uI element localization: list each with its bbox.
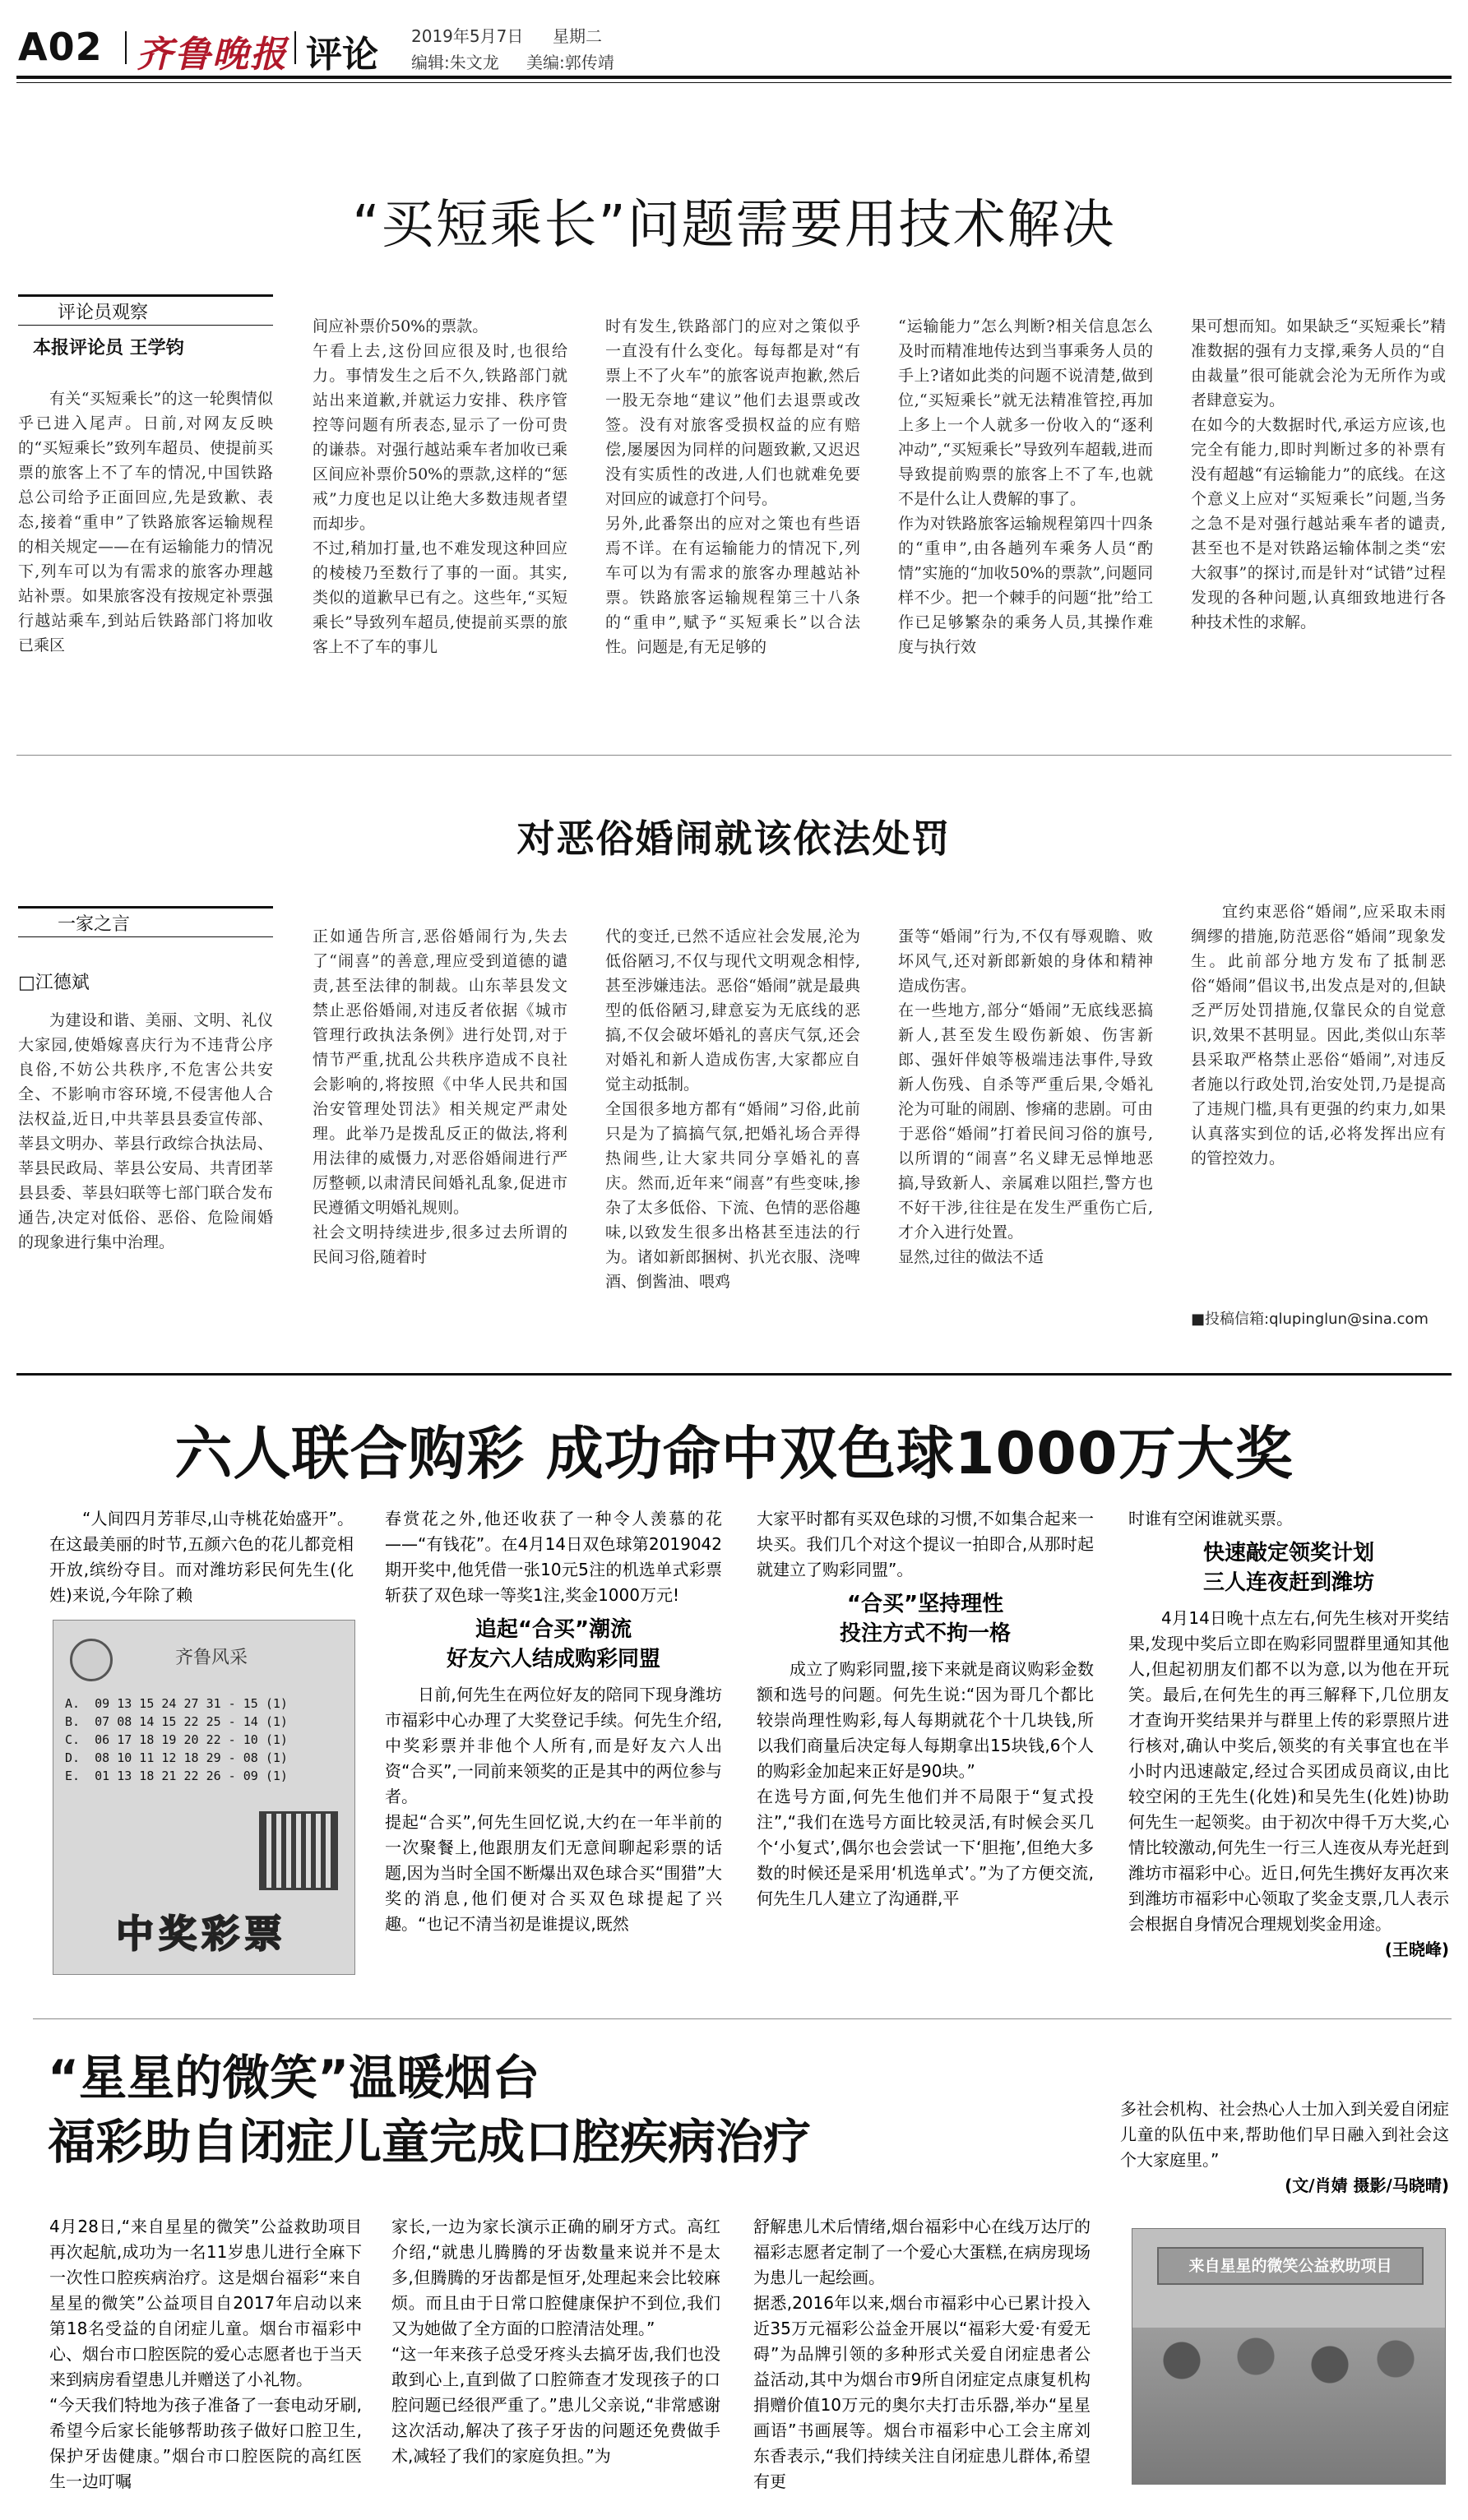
article-1-col-4	[898, 289, 1153, 733]
contact-email: ■投稿信箱:qlupinglun@sina.com	[1191, 1311, 1429, 1328]
ticket-row: E. 01 13 18 21 22 26 - 09 (1)	[65, 1769, 288, 1783]
charity-event-photo	[1132, 2228, 1446, 2485]
article-2-text-5: 宜约束恶俗“婚闹”,应采取未雨绸缪的措施,防范恶俗“婚闹”现象发生。此前部分地方发布了抵制恶俗“婚闹”倡议书,出发点是对的,但缺乏严厉处罚措施,仅靠民众的自觉意识,效果不甚明显。因此,类似山东莘县采取严格禁止恶俗“婚闹”,对违反者施以行政处罚,治安处罚,乃是提高了违规门槛,具有更强的约束力,如果认真落实到位的话,必将发挥出应有的管控效力。	[1191, 903, 1446, 1168]
article-2-text-2: 正如通告所言,恶俗婚闹行为,失去了“闹喜”的善意,理应受到道德的谴责,甚至法律的制裁。山东莘县发文禁止恶俗婚闹,对违反者依据《城市管理行政执法条例》进行处罚,对于情节严重,扰乱公共秩序造成不良社会影响的,将按照《中华人民共和国治安管理处罚法》相关规定严肃处理。此举乃是拨乱反正的做法,将利用法律的威慑力,对恶俗婚闹进行严厉整顿,以肃清民间婚礼乱象,促进市民遵循文明婚礼规则。 社会文明持续进步,很多过去所谓的民间习俗,随着时	[313, 927, 567, 1266]
article-3-text-4b: 4月14日晚十点左右,何先生核对开奖结果,发现中奖后立即在购彩同盟群里通知其他人,但起初朋友们都不以为意,以为他在开玩笑。最后,在何先生的再三解释下,几位朋友才查询开奖结果并与群里上传的彩票照片进行核对,确认中奖后,领奖的有关事宜也在半小时内迅速敲定,经过合买团成员商议,由比较空闲的王先生(化姓)和吴先生(化姓)协助何先生一起领奖。由于初次中得千万大奖,心情比较激动,何先生一行三人连夜从寿光赶到潍坊市福彩中心。近日,何先生携好友再次来到潍坊市福彩中心领取了奖金支票,几人表示会根据自身情况合理规划奖金用途。	[1128, 1608, 1449, 1934]
article-4-col-2	[391, 2189, 720, 2493]
section-divider-2	[16, 1373, 1452, 1376]
winning-ticket-stamp: 中奖彩票	[116, 1912, 287, 1956]
art-editor-credit: 美编:郭传靖	[526, 53, 614, 72]
article-2-col-5	[1191, 899, 1446, 1311]
article-3-col-3	[757, 1506, 1094, 2049]
article-3-title: 六人联合购彩 成功命中双色球1000万大奖	[174, 1420, 1294, 1487]
article-4-col-4	[1120, 2097, 1449, 2220]
column-tag-box	[18, 294, 273, 326]
ticket-row: C. 06 17 18 19 20 22 - 10 (1)	[65, 1732, 288, 1747]
ticket-row: B. 07 08 14 15 22 25 - 14 (1)	[65, 1714, 288, 1729]
article-1-col-3	[605, 289, 860, 733]
section-name: 评论	[306, 34, 378, 76]
article-3-text-3b: 成立了购彩同盟,接下来就是商议购彩金数额和选号的问题。何先生说:“因为哥几个都比较崇尚理性购彩,每人每期就花个十几块钱,所以我们商量后决定每人每期拿出15块钱,6个人的购彩金加起来正好是90块。” 在选号方面,何先生他们并不局限于“复式投注”,“我们在选号方面比较灵活,有时候会买几个‘小复式’,偶尔也会尝试一下‘胆拖’,但绝大多数的时候还是采用‘机选单式’。”为了方便交流,何先生几人建立了沟通群,平	[757, 1659, 1094, 1908]
column-tag-box-2	[18, 906, 273, 937]
article-4-text-1: 4月28日,“来自星星的微笑”公益救助项目再次起航,成功为一名11岁患儿进行全麻下一次性口腔疾病治疗。这是烟台福彩“来自星星的微笑”公益项目自2017年启动以来第18名受益的自闭症儿童。烟台市福彩中心、烟台市口腔医院的爱心志愿者也于当天来到病房看望患儿并赠送了小礼物。 “今天我们特地为孩子准备了一套电动牙刷,希望今后家长能够帮助孩子做好口腔卫生,保护牙齿健康。”烟台市口腔医院的高红医生一边叮嘱	[49, 2217, 362, 2491]
article-2-col-1	[18, 1008, 273, 1353]
article-2-text-4: 蛋等“婚闹”行为,不仅有辱观瞻、败坏风气,还对新郎新娘的身体和精神造成伤害。 在一些地方,部分“婚闹”无底线恶搞新人,甚至发生殴伤新娘、伤害新郎、强奸伴娘等极端违法事件,导致新人伤残、自杀等严重后果,令婚礼沦为可耻的闹剧、惨痛的悲剧。可由于恶俗“婚闹”打着民间习俗的旗号,以所谓的“闹喜”名义肆无忌惮地恶搞,导致新人、亲属难以阻拦,警方也不好干涉,往往是在发生严重伤亡后,才介入进行处置。 显然,过往的做法不适	[898, 927, 1153, 1266]
page-number: A02	[18, 25, 103, 69]
article-2-text-3: 代的变迁,已然不适应社会发展,沦为低俗陋习,不仅与现代文明观念相悖,甚至涉嫌违法。恶俗“婚闹”就是最典型的低俗陋习,肆意妄为无底线的恶搞,不仅会破坏婚礼的喜庆气氛,还会对婚礼和新人造成伤害,大家都应自觉主动抵制。 全国很多地方都有“婚闹”习俗,此前只是为了搞搞气氛,把婚礼场合弄得热闹些,让大家共同分享婚礼的喜庆。然而,近年来“闹喜”有些变味,掺杂了太多低俗、下流、色情的恶俗趣味,以致发生很多出格甚至违法的行为。诸如新郎捆树、扒光衣服、浇啤酒、倒酱油、喂鸡	[605, 927, 860, 1291]
article-4-col-3	[753, 2189, 1091, 2493]
article-1-text-5: 果可想而知。如果缺乏“买短乘长”精准数据的强有力支撑,乘务人员的“自由裁量”很可能就会沦为无所作为或者肆意妄为。 在如今的大数据时代,承运方应该,也完全有能力,即时判断过多的补票有没有超越“有运输能力”的底线。在这个意义上应对“买短乘长”问题,当务之急不是对强行越站乘车者的谴责,甚至也不是对铁路运输体制之类“宏大叙事”的探讨,而是针对“试错”过程发现的各种问题,认真细致地进行各种技术性的求解。	[1191, 317, 1446, 631]
article-2-byline: □江德斌	[18, 973, 90, 993]
article-2-col-4	[898, 899, 1153, 1353]
article-3-text-2b: 日前,何先生在两位好友的陪同下现身潍坊市福彩中心办理了大奖登记手续。何先生介绍,中奖彩票并非他个人所有,而是好友六人出资“合买”,一同前来领奖的正是其中的两位参与者。 提起“合买”,何先生回忆说,大约在一年半前的一次聚餐上,他跟朋友们无意间聊起彩票的话题,因为当时全国不断爆出双色球合买“围猎”大奖的消息,他们便对合买双色球提起了兴趣。“也记不清当初是谁提议,既然	[385, 1685, 722, 1934]
header-rule-thin	[16, 82, 1452, 83]
ticket-row: A. 09 13 15 24 27 31 - 15 (1)	[65, 1696, 288, 1711]
header-divider	[125, 31, 127, 64]
article-1-byline: 本报评论员 王学钧	[33, 338, 184, 358]
issue-weekday: 星期二	[553, 26, 602, 46]
article-3-text-1: “人间四月芳菲尽,山寺桃花始盛开”。在这最美丽的时节,五颜六色的花儿都竞相开放,缤纷夺目。而对潍坊彩民何先生(化姓)来说,今年除了赖	[49, 1509, 354, 1605]
article-4-title-line-2: 福彩助自闭症儿童完成口腔疾病治疗	[48, 2114, 812, 2170]
ticket-brand: 齐鲁风采	[175, 1648, 248, 1668]
column-tag: 评论员观察	[58, 303, 149, 323]
article-2-col-3	[605, 899, 860, 1353]
article-4-col-1	[49, 2189, 362, 2493]
article-4-text-3: 舒解患儿术后情绪,烟台福彩中心在线万达厅的福彩志愿者定制了一个爱心大蛋糕,在病房现场为患儿一起绘画。 据悉,2016年以来,烟台市福彩中心已累计投入近35万元福彩公益金开展以“福彩大爱·有爱无碍”为品牌引领的多种形式关爱自闭症患者公益活动,其中为烟台市9所自闭症定点康复机构捐赠价值10万元的奥尔夫打击乐器,举办“星星画语”书画展等。烟台市福彩中心工会主席刘东香表示,“我们持续关注自闭症患儿群体,希望有更	[753, 2217, 1091, 2491]
article-2-text-1: 为建设和谐、美丽、文明、礼仪大家园,使婚嫁喜庆行为不违背公序良俗,不妨公共秩序,不危害公共安全、不影响市容环境,不侵害他人合法权益,近日,中共莘县县委宣传部、莘县文明办、莘县行政综合执法局、莘县民政局、莘县公安局、共青团莘县县委、莘县妇联等七部门联合发布通告,决定对低俗、恶俗、危险闹婚的现象进行集中治理。	[18, 1011, 273, 1251]
column-tag-2: 一家之言	[58, 914, 131, 935]
photo-people-silhouettes	[1132, 2328, 1445, 2484]
article-3-byline: (王晓峰)	[1384, 1940, 1449, 1959]
article-1-text-4: “运输能力”怎么判断?相关信息怎么及时而精准地传达到当事乘务人员的手上?诸如此类的问题不说清楚,做到位,“买短乘长”就无法精准管控,再加上多上一个人就多一份收入的“逐利冲动”,“买短乘长”导致列车超载,进而导致提前购票的旅客上不了车,也就不是什么让人费解的事了。 作为对铁路旅客运输规程第四十四条的“重申”,由各趟列车乘务人员“酌情”实施的“加收50%的票款”,问题同样不少。把一个棘手的问题“批”给工作已足够繁杂的乘务人员,其操作难度与执行效	[898, 317, 1153, 656]
header-divider-2	[294, 31, 296, 64]
subhead-1: 追起“合买”潮流 好友六人结成购彩同盟	[446, 1617, 660, 1672]
article-4-byline: (文/肖婧 摄影/马晓晴)	[1285, 2176, 1449, 2195]
lottery-ticket-image	[53, 1620, 355, 1975]
paper-logo: 齐鲁晚报	[137, 34, 288, 76]
issue-date: 2019年5月7日	[411, 26, 524, 46]
header-rule	[16, 76, 1452, 79]
ticket-rows	[65, 1695, 288, 1785]
article-1-col-5	[1191, 289, 1446, 733]
article-4-text-2: 家长,一边为家长演示正确的刷牙方式。高红介绍,“就患儿腾腾的牙齿数量来说并不是太多,但腾腾的牙齿都是恒牙,处理起来会比较麻烦。而且由于日常口腔健康保护不到位,我们又为她做了全方面的口腔清洁处理。” “这一年来孩子总受牙疼头去搞牙齿,我们也没敢到心上,直到做了口腔筛查才发现孩子的口腔问题已经很严重了。”患儿父亲说,“非常感谢这次活动,解决了孩子牙齿的问题还免费做手术,减轻了我们的家庭负担。”为	[391, 2217, 720, 2466]
subhead-3: 快速敲定领奖计划 三人连夜赶到潍坊	[1202, 1541, 1374, 1595]
article-1-title: “买短乘长”问题需要用技术解决	[352, 195, 1116, 256]
article-3-text-3a: 大家平时都有买双色球的习惯,不如集合起来一块买。我们几个对这个提议一拍即合,从那时起就建立了购彩同盟”。	[757, 1509, 1094, 1579]
article-3-col-2	[385, 1506, 722, 2049]
article-1-col-2	[313, 289, 567, 733]
article-1-text-1: 有关“买短乘长”的这一轮舆情似乎已进入尾声。日前,对网友反映的“买短乘长”致列车超员、使提前买票的旅客上不了车的情况,中国铁路总公司给予正面回应,先是致歉、表态,接着“重申”了铁路旅客运输规程的相关规定——在有运输能力的情况下,列车可以为有需求的旅客办理越站补票。如果旅客没有按规定补票强行越站乘车,到站后铁路部门将加收已乘区	[18, 390, 273, 654]
photo-banner: 来自星星的微笑公益救助项目	[1157, 2247, 1424, 2285]
article-3-text-2a: 春赏花之外,他还收获了一种令人羡慕的花——“有钱花”。在4月14日双色球第2019042期开奖中,他凭借一张10元5注的机选单式彩票斩获了双色球一等奖1注,奖金1000万元!	[385, 1509, 722, 1605]
ticket-row: D. 08 10 11 12 18 29 - 08 (1)	[65, 1750, 288, 1765]
subhead-2: “合买”坚持理性 投注方式不拘一格	[839, 1592, 1011, 1646]
article-3-col-4	[1128, 1506, 1449, 2049]
article-1-col-1	[18, 386, 273, 732]
article-4-title-line-1: “星星的微笑”温暖烟台	[48, 2050, 540, 2106]
article-1-text-3: 时有发生,铁路部门的应对之策似乎一直没有什么变化。每每都是对“有票上不了火车”的旅客说声抱歉,然后一股无奈地“建议”他们去退票或改签。没有对旅客受损权益的应有赔偿,屡屡因为同样的问题致歉,又迟迟没有实质性的改进,人们也就难免要对回应的诚意打个问号。 另外,此番祭出的应对之策也有些语焉不详。在有运输能力的情况下,列车可以为有需求的旅客办理越站补票。铁路旅客运输规程第三十八条的“重申”,赋予“买短乘长”以合法性。问题是,有无足够的	[605, 317, 860, 656]
editor-credit: 编辑:朱文龙	[411, 53, 499, 72]
section-divider-3	[33, 2018, 1452, 2019]
article-2-title: 对恶俗婚闹就该依法处罚	[516, 816, 952, 861]
qr-code-icon	[259, 1811, 338, 1890]
article-1-text-2: 间应补票价50%的票款。 午看上去,这份回应很及时,也很给力。事情发生之后不久,铁路部门就站出来道歉,并就运力安排、秩序管控等问题有所表态,显示了一份可贵的谦恭。对强行越站乘车者加收已乘区间应补票价50%的票款,这样的“惩戒”力度也足以让绝大多数违规者望而却步。 不过,稍加打量,也不难发现这种回应的棱棱乃至数行了事的一面。其实,类似的道歉早已有之。这些年,“买短乘长”导致列车超员,使提前买票的旅客上不了车的事儿	[313, 317, 567, 656]
section-divider-1	[16, 755, 1452, 756]
article-3-col-1-text	[49, 1506, 354, 1613]
ticket-logo	[70, 1639, 113, 1681]
article-4-text-4: 多社会机构、社会热心人士加入到关爱自闭症儿童的队伍中来,帮助他们早日融入到社会这个大家庭里。”	[1120, 2099, 1449, 2170]
article-3-text-4a: 时谁有空闲谁就买票。	[1128, 1509, 1293, 1528]
article-2-col-2	[313, 899, 567, 1353]
